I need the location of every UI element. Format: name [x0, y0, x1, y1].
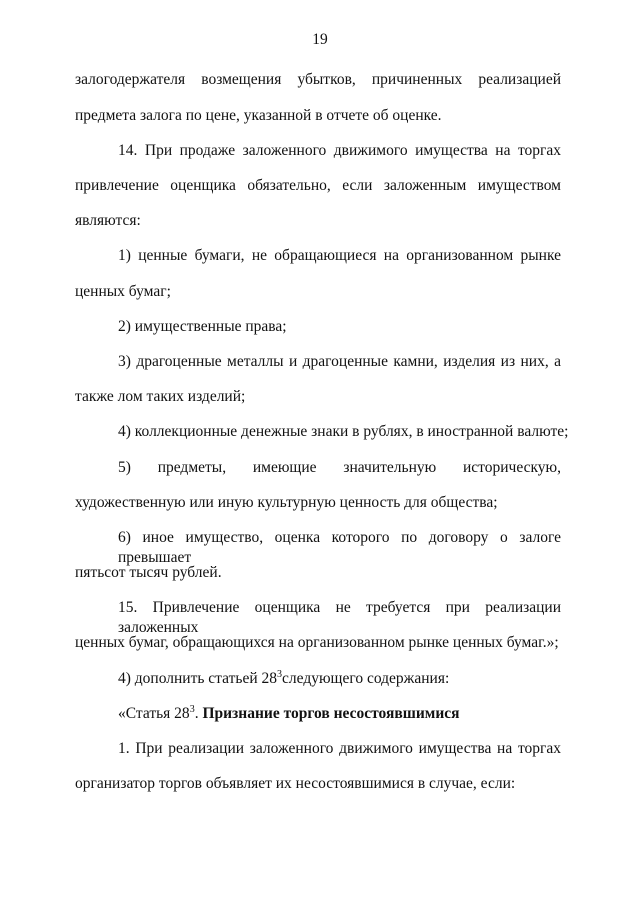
- page-number: 19: [312, 31, 328, 48]
- text-fragment: 4) дополнить статьей 28: [118, 670, 278, 687]
- article-paragraph-1-line: 1. При реализации заложенного движимого имущества на торгах: [118, 740, 561, 757]
- list-item-6: 6) иное имущество, оценка которого по договору о залоге превышает: [118, 529, 561, 566]
- text-line: художественную или иную культурную ценность для общества;: [75, 494, 498, 511]
- text-line: залогодержателя возмещения убытков, причиненных реализацией: [75, 71, 561, 88]
- text-fragment: .: [194, 705, 203, 722]
- superscript: 3: [189, 703, 195, 715]
- text-line: организатор торгов объявляет их несостоявшимися в случае, если:: [75, 775, 516, 792]
- superscript: 3: [277, 668, 283, 680]
- paragraph-14-line: 14. При продаже заложенного движимого имущества на торгах: [118, 142, 561, 159]
- text-line: предмета залога по цене, указанной в отчете об оценке.: [75, 107, 442, 124]
- text-line: также лом таких изделий;: [75, 388, 246, 405]
- list-item-1: 1) ценные бумаги, не обращающиеся на организованном рынке: [118, 247, 561, 264]
- text-line: ценных бумаг, обращающихся на организованном рынке ценных бумаг.»;: [75, 634, 559, 651]
- text-line: пятьсот тысяч рублей.: [75, 564, 222, 581]
- amendment-4-line: [118, 669, 449, 689]
- text-fragment: следующего содержания:: [282, 670, 450, 687]
- list-item-5: 5) предметы, имеющие значительную историческую,: [118, 459, 561, 476]
- paragraph-15-line: 15. Привлечение оценщика не требуется при реализации заложенных: [118, 599, 561, 636]
- list-item-3: 3) драгоценные металлы и драгоценные камни, изделия из них, а: [118, 353, 561, 370]
- article-title: Признание торгов несостоявшимися: [202, 705, 460, 722]
- text-fragment: «Статья 28: [118, 705, 190, 722]
- text-line: являются:: [75, 212, 141, 229]
- list-item-2: 2) имущественные права;: [118, 318, 287, 335]
- article-heading: [118, 704, 460, 724]
- list-item-4: 4) коллекционные денежные знаки в рублях, в иностранной валюте;: [118, 423, 569, 440]
- text-line: привлечение оценщика обязательно, если заложенным имуществом: [75, 177, 561, 194]
- text-line: ценных бумаг;: [75, 283, 171, 300]
